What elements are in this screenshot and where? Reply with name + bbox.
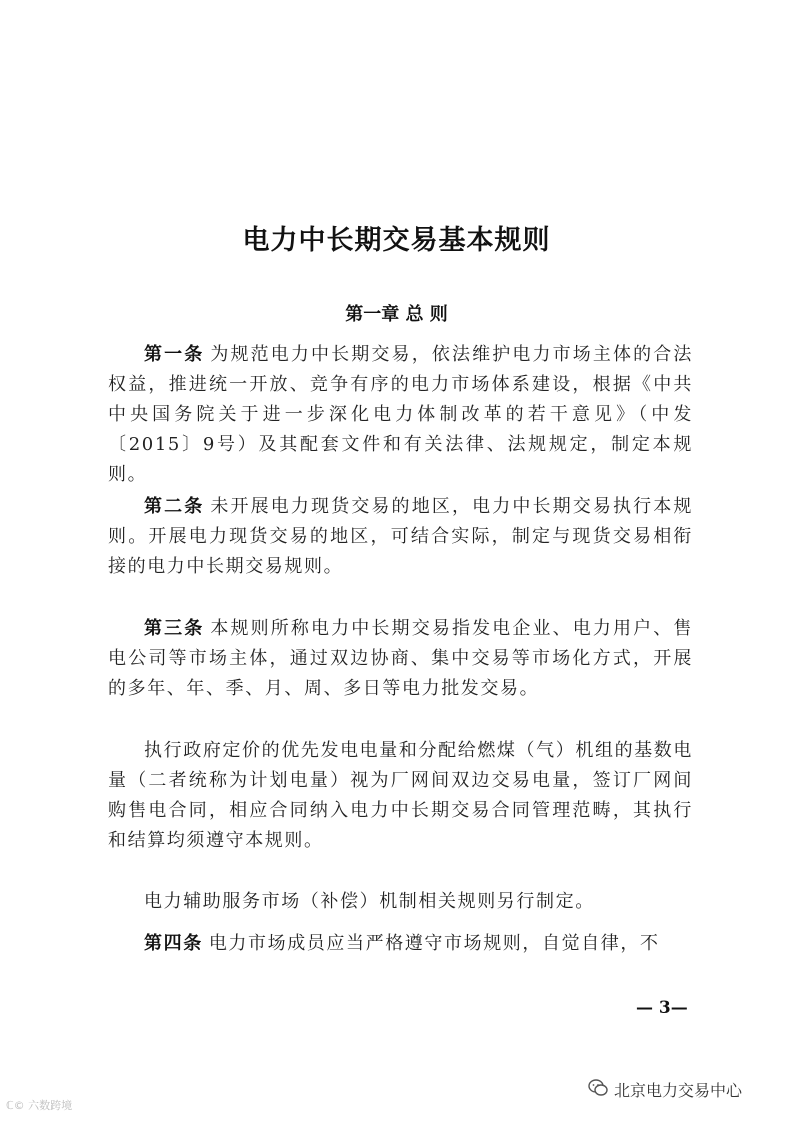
document-title: 电力中长期交易基本规则 xyxy=(242,225,551,256)
paragraph-text: 为规范电力中长期交易，依法维护电力市场主体的合法权益，推进统一开放、竞争有序的电力市场体系建设，根据《中共中央国务院关于进一步深化电力体制改革的若干意见》（中发〔2015〕9号）及其配套文件和有关法律、法规规定，制定本规则。 xyxy=(108,344,693,485)
paragraph-article-2 xyxy=(108,492,693,582)
paragraph-text: 本规则所称电力中长期交易指发电企业、电力用户、售电公司等市场主体，通过双边协商、集中交易等市场化方式，开展的多年、年、季、月、周、多日等电力批发交易。 xyxy=(108,618,693,699)
paragraph-text: 电力市场成员应当严格遵守市场规则，自觉自律，不 xyxy=(208,933,660,954)
paragraph-plan-quota xyxy=(108,736,693,856)
paragraph-article-3 xyxy=(108,614,693,704)
paragraph-ancillary xyxy=(108,887,693,917)
article-label: 第一条 xyxy=(144,344,205,365)
paragraph-text: 执行政府定价的优先发电电量和分配给燃煤（气）机组的基数电量（二者统称为计划电量）视为厂网间双边交易电量，签订厂网间购售电合同，相应合同纳入电力中长期交易合同管理范畴，其执行和结算均须遵守本规则。 xyxy=(108,740,693,851)
paragraph-text: 电力辅助服务市场（补偿）机制相关规则另行制定。 xyxy=(144,891,595,912)
paragraph-article-4 xyxy=(108,929,693,959)
article-label: 第二条 xyxy=(144,496,205,517)
wechat-icon xyxy=(588,1079,608,1101)
chapter-heading: 第一章 总 则 xyxy=(345,304,448,325)
article-label: 第四条 xyxy=(144,933,203,954)
paragraph-text: 未开展电力现货交易的地区，电力中长期交易执行本规则。开展电力现货交易的地区，可结合实际，制定与现货交易相衔接的电力中长期交易规则。 xyxy=(108,496,693,577)
page-number: — 3— xyxy=(636,998,688,1018)
watermark-source xyxy=(588,1078,742,1101)
watermark-left: ℂ© 六数跨境 xyxy=(6,1099,73,1112)
watermark-text: 北京电力交易中心 xyxy=(614,1081,743,1100)
article-label: 第三条 xyxy=(144,618,205,639)
paragraph-article-1 xyxy=(108,340,693,490)
